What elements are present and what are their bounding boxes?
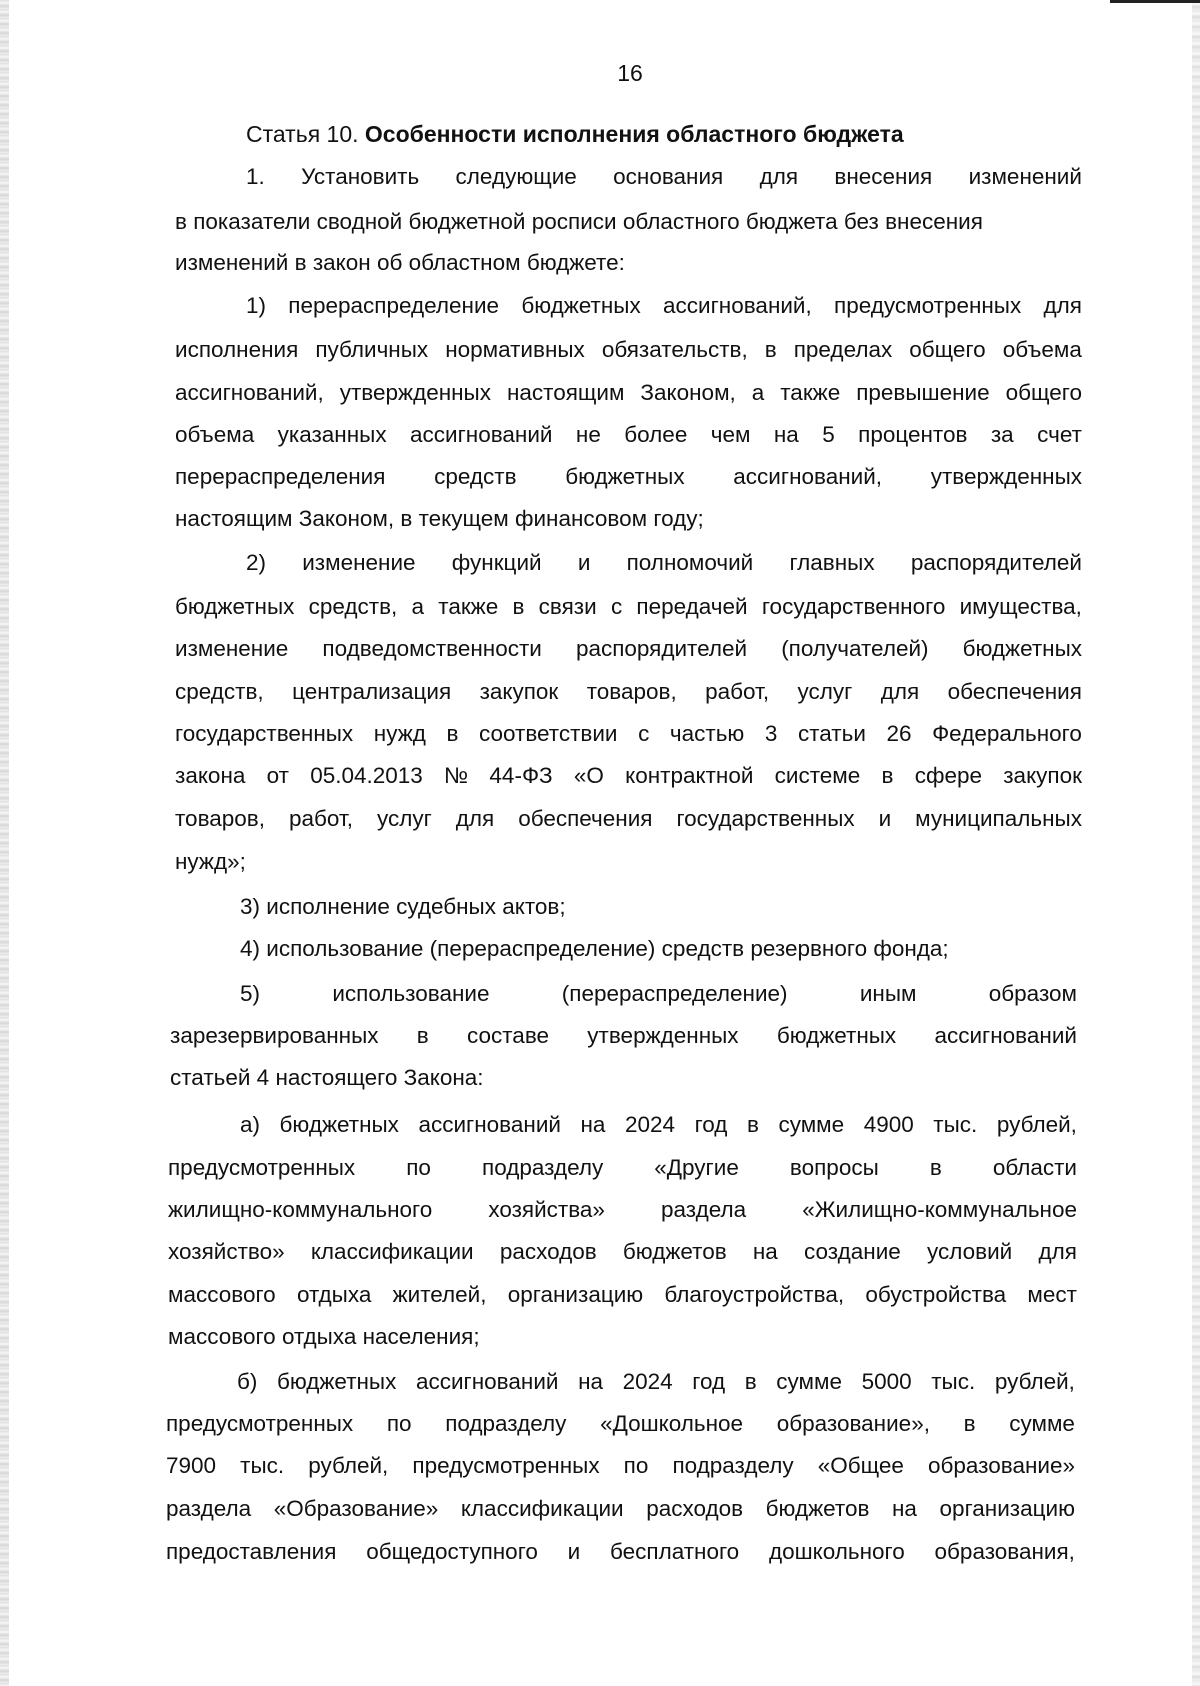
article-title: Особенности исполнения областного бюджета bbox=[364, 121, 904, 147]
word: для bbox=[455, 806, 495, 831]
word: бюджетов bbox=[765, 1496, 870, 1521]
word: 05.04.2013 bbox=[310, 763, 423, 788]
word: утвержденных bbox=[339, 380, 491, 405]
word: 5) bbox=[240, 981, 261, 1006]
word: зарезервированных bbox=[170, 1023, 379, 1048]
word: классификации bbox=[310, 1239, 474, 1264]
word: системе bbox=[774, 763, 861, 788]
word: подразделу bbox=[672, 1453, 794, 1478]
word: год bbox=[694, 1112, 728, 1137]
text-line bbox=[166, 1498, 1075, 1521]
word: использование bbox=[332, 981, 490, 1006]
word: 2024 bbox=[624, 1112, 676, 1137]
word: настоящим bbox=[506, 380, 625, 405]
word: на bbox=[773, 422, 799, 447]
word: «О bbox=[573, 763, 604, 788]
word: в bbox=[963, 1411, 976, 1436]
word: государственных bbox=[175, 721, 354, 746]
word: сумме bbox=[776, 1369, 842, 1394]
word: (перераспределение) bbox=[561, 981, 788, 1006]
word: в bbox=[929, 1155, 942, 1180]
word: контрактной bbox=[625, 763, 754, 788]
word: образование», bbox=[776, 1411, 930, 1436]
text-line: настоящим Законом, в текущем финансовом году; bbox=[175, 506, 704, 531]
word: Установить bbox=[301, 164, 420, 189]
word: (получателей) bbox=[781, 636, 929, 661]
word: публичных bbox=[315, 337, 429, 362]
word: также bbox=[780, 380, 841, 405]
word: процентов bbox=[858, 422, 968, 447]
word: товаров, bbox=[586, 679, 677, 704]
word: изменение bbox=[302, 550, 416, 575]
word: рублей, bbox=[308, 1453, 389, 1478]
word: на bbox=[892, 1496, 917, 1521]
word: хозяйства» bbox=[488, 1197, 605, 1222]
word: расходов bbox=[499, 1239, 597, 1264]
word: с bbox=[610, 594, 623, 619]
word: по bbox=[623, 1453, 649, 1478]
word: частью bbox=[669, 721, 745, 746]
word: жилищно-коммунального bbox=[168, 1197, 433, 1222]
word: статьи bbox=[797, 721, 866, 746]
word: в bbox=[416, 1023, 429, 1048]
text-line: в показатели сводной бюджетной росписи областного бюджета без внесения bbox=[175, 209, 983, 234]
page-number: 16 bbox=[617, 60, 643, 86]
word: и bbox=[567, 1539, 581, 1564]
word: на bbox=[578, 1369, 604, 1394]
word: указанных bbox=[277, 422, 387, 447]
text-line bbox=[175, 765, 1082, 788]
word: услуг bbox=[797, 679, 853, 704]
word: предусмотренных bbox=[412, 1453, 600, 1478]
word: утвержденных bbox=[930, 464, 1082, 489]
word: сумме bbox=[1009, 1411, 1075, 1436]
word: 5 bbox=[822, 422, 835, 447]
word: тыс. bbox=[933, 1112, 978, 1137]
word: средств, bbox=[175, 679, 264, 704]
word: изменений bbox=[968, 164, 1082, 189]
word: ассигнований, bbox=[663, 293, 812, 318]
word: перераспределения bbox=[175, 464, 386, 489]
word: с bbox=[638, 721, 650, 746]
word: на bbox=[752, 1239, 778, 1264]
text-line bbox=[175, 808, 1082, 831]
word: предусмотренных bbox=[834, 293, 1022, 318]
word: иным bbox=[859, 981, 917, 1006]
word: массового bbox=[168, 1282, 276, 1307]
word: ассигнований bbox=[418, 1112, 561, 1137]
word: функций bbox=[451, 550, 542, 575]
word: обеспечения bbox=[947, 679, 1082, 704]
text-line bbox=[237, 1371, 1075, 1394]
word: «Образование» bbox=[273, 1496, 439, 1521]
text-line bbox=[246, 295, 1082, 318]
word: б) bbox=[237, 1369, 258, 1394]
word: области bbox=[992, 1155, 1077, 1180]
word: 1. bbox=[246, 164, 265, 189]
word: бюджетных bbox=[565, 464, 685, 489]
word: ассигнований, bbox=[175, 380, 324, 405]
word: также bbox=[438, 594, 499, 619]
text-line bbox=[168, 1199, 1077, 1222]
word: распорядителей bbox=[910, 550, 1082, 575]
text-line bbox=[175, 723, 1082, 746]
word: передачей bbox=[636, 594, 748, 619]
word: 5000 bbox=[861, 1369, 912, 1394]
word: превышение bbox=[856, 380, 990, 405]
word: образование» bbox=[928, 1453, 1075, 1478]
word: нормативных bbox=[445, 337, 585, 362]
word: мест bbox=[1027, 1282, 1077, 1307]
word: тыс. bbox=[931, 1369, 976, 1394]
word: соответствии bbox=[478, 721, 618, 746]
word: «Общее bbox=[817, 1453, 904, 1478]
word: централизация bbox=[292, 679, 452, 704]
word: классификации bbox=[460, 1496, 624, 1521]
word: работ, bbox=[288, 806, 353, 831]
text-line bbox=[246, 552, 1082, 575]
word: 1) bbox=[246, 293, 267, 318]
word: Законом, bbox=[640, 380, 736, 405]
word: условий bbox=[927, 1239, 1013, 1264]
word: для bbox=[1038, 1239, 1077, 1264]
word: объема bbox=[175, 422, 255, 447]
text-line: нужд»; bbox=[175, 849, 246, 874]
word: 44-ФЗ bbox=[489, 763, 553, 788]
word: предусмотренных bbox=[168, 1155, 356, 1180]
word: а bbox=[411, 594, 425, 619]
word: сумме bbox=[778, 1112, 845, 1137]
word: предусмотренных bbox=[166, 1411, 354, 1436]
word: бюджетов bbox=[622, 1239, 727, 1264]
word: бюджетных bbox=[175, 594, 295, 619]
word: ассигнований bbox=[415, 1369, 559, 1394]
word: в bbox=[764, 337, 777, 362]
word: утвержденных bbox=[587, 1023, 739, 1048]
word: изменение bbox=[175, 636, 289, 661]
word: бюджетных bbox=[276, 1369, 397, 1394]
word: в bbox=[512, 594, 525, 619]
article-prefix: Статья 10. bbox=[246, 121, 359, 147]
word: по bbox=[406, 1155, 431, 1180]
word: ассигнований, bbox=[733, 464, 883, 489]
text-line bbox=[168, 1157, 1077, 1180]
word: пределах bbox=[793, 337, 893, 362]
word: исполнения bbox=[175, 337, 299, 362]
word: 7900 bbox=[166, 1453, 217, 1478]
word: обязательств, bbox=[601, 337, 748, 362]
word: предоставления bbox=[166, 1539, 337, 1564]
word: чем bbox=[710, 422, 751, 447]
text-line bbox=[246, 166, 1082, 189]
word: следующие bbox=[455, 164, 577, 189]
word: бесплатного bbox=[610, 1539, 740, 1564]
word: бюджетных bbox=[521, 293, 641, 318]
word: и bbox=[878, 806, 892, 831]
text-line bbox=[166, 1455, 1075, 1478]
text-line bbox=[175, 681, 1082, 704]
word: общедоступного bbox=[366, 1539, 538, 1564]
word: бюджетных bbox=[279, 1112, 399, 1137]
text-line bbox=[166, 1413, 1075, 1436]
word: 26 bbox=[886, 721, 912, 746]
word: внесения bbox=[834, 164, 933, 189]
word: благоустройства, bbox=[664, 1282, 845, 1307]
word: для bbox=[1043, 293, 1082, 318]
word: рублей, bbox=[994, 1369, 1075, 1394]
word: раздела bbox=[166, 1496, 252, 1521]
word: в bbox=[446, 721, 459, 746]
text-line bbox=[175, 596, 1082, 619]
word: а bbox=[751, 380, 765, 405]
word: на bbox=[580, 1112, 606, 1137]
word: товаров, bbox=[175, 806, 266, 831]
word: сфере bbox=[914, 763, 982, 788]
word: средств bbox=[434, 464, 517, 489]
word: для bbox=[759, 164, 799, 189]
word: подведомственности bbox=[322, 636, 542, 661]
word: ассигнований bbox=[934, 1023, 1077, 1048]
word: Федерального bbox=[932, 721, 1082, 746]
word: организацию bbox=[939, 1496, 1075, 1521]
text-line: изменений в закон об областном бюджете: bbox=[175, 250, 625, 275]
word: в bbox=[744, 1369, 757, 1394]
word: муниципальных bbox=[915, 806, 1082, 831]
word: 2) bbox=[246, 550, 267, 575]
word: общего bbox=[1005, 380, 1082, 405]
word: образом bbox=[988, 981, 1077, 1006]
word: «Жилищно-коммунальное bbox=[802, 1197, 1077, 1222]
word: бюджетных bbox=[776, 1023, 897, 1048]
word: основания bbox=[613, 164, 724, 189]
word: обустройства bbox=[865, 1282, 1007, 1307]
word: рублей, bbox=[996, 1112, 1077, 1137]
text-line bbox=[166, 1541, 1075, 1564]
word: обеспечения bbox=[518, 806, 653, 831]
article-heading bbox=[246, 121, 904, 148]
word: 2024 bbox=[622, 1369, 673, 1394]
word: государственного bbox=[761, 594, 946, 619]
text-line: массового отдыха населения; bbox=[168, 1324, 480, 1349]
word: не bbox=[575, 422, 601, 447]
word: бюджетных bbox=[962, 636, 1082, 661]
word: общего bbox=[909, 337, 986, 362]
word: связи bbox=[538, 594, 597, 619]
text-line bbox=[175, 466, 1082, 489]
word: от bbox=[266, 763, 289, 788]
word: составе bbox=[466, 1023, 550, 1048]
word: расходов bbox=[646, 1496, 744, 1521]
word: ассигнований bbox=[409, 422, 553, 447]
word: полномочий bbox=[626, 550, 754, 575]
word: № bbox=[444, 763, 469, 788]
word: главных bbox=[789, 550, 875, 575]
text-line bbox=[170, 1025, 1077, 1048]
word: нужд bbox=[373, 721, 426, 746]
word: объема bbox=[1002, 337, 1082, 362]
word: средств, bbox=[308, 594, 398, 619]
text-line: 3) исполнение судебных актов; bbox=[240, 894, 566, 919]
word: и bbox=[577, 550, 591, 575]
word: для bbox=[880, 679, 920, 704]
word: 3 bbox=[764, 721, 778, 746]
text-line bbox=[240, 1114, 1077, 1137]
text-line bbox=[240, 983, 1077, 1006]
text-line bbox=[175, 638, 1082, 661]
word: дошкольного bbox=[768, 1539, 905, 1564]
word: год bbox=[692, 1369, 726, 1394]
word: закона bbox=[175, 763, 246, 788]
word: а) bbox=[240, 1112, 261, 1137]
word: закупок bbox=[1003, 763, 1082, 788]
word: имущества, bbox=[959, 594, 1082, 619]
word: в bbox=[881, 763, 894, 788]
word: счет bbox=[1037, 422, 1082, 447]
text-line bbox=[168, 1241, 1077, 1264]
word: жителей, bbox=[392, 1282, 487, 1307]
word: по bbox=[386, 1411, 412, 1436]
word: «Дошкольное bbox=[600, 1411, 744, 1436]
word: в bbox=[746, 1112, 759, 1137]
word: «Другие bbox=[654, 1155, 739, 1180]
text-line: 4) использование (перераспределение) средств резервного фонда; bbox=[240, 936, 949, 961]
word: распорядителей bbox=[575, 636, 748, 661]
text-line: статьей 4 настоящего Закона: bbox=[170, 1065, 484, 1090]
word: 4900 bbox=[863, 1112, 914, 1137]
text-line bbox=[175, 339, 1082, 362]
word: тыс. bbox=[240, 1453, 285, 1478]
word: подразделу bbox=[445, 1411, 567, 1436]
word: подразделу bbox=[482, 1155, 604, 1180]
word: образования, bbox=[934, 1539, 1075, 1564]
text-line bbox=[168, 1284, 1077, 1307]
word: закупок bbox=[479, 679, 559, 704]
word: хозяйство» bbox=[168, 1239, 285, 1264]
word: раздела bbox=[661, 1197, 747, 1222]
word: отдыха bbox=[296, 1282, 372, 1307]
word: за bbox=[990, 422, 1014, 447]
word: организацию bbox=[507, 1282, 644, 1307]
word: государственных bbox=[676, 806, 855, 831]
text-line bbox=[175, 424, 1082, 447]
text-line bbox=[175, 382, 1082, 405]
word: услуг bbox=[376, 806, 432, 831]
word: создание bbox=[804, 1239, 901, 1264]
word: более bbox=[624, 422, 688, 447]
word: перераспределение bbox=[288, 293, 500, 318]
word: вопросы bbox=[789, 1155, 879, 1180]
word: работ, bbox=[705, 679, 770, 704]
